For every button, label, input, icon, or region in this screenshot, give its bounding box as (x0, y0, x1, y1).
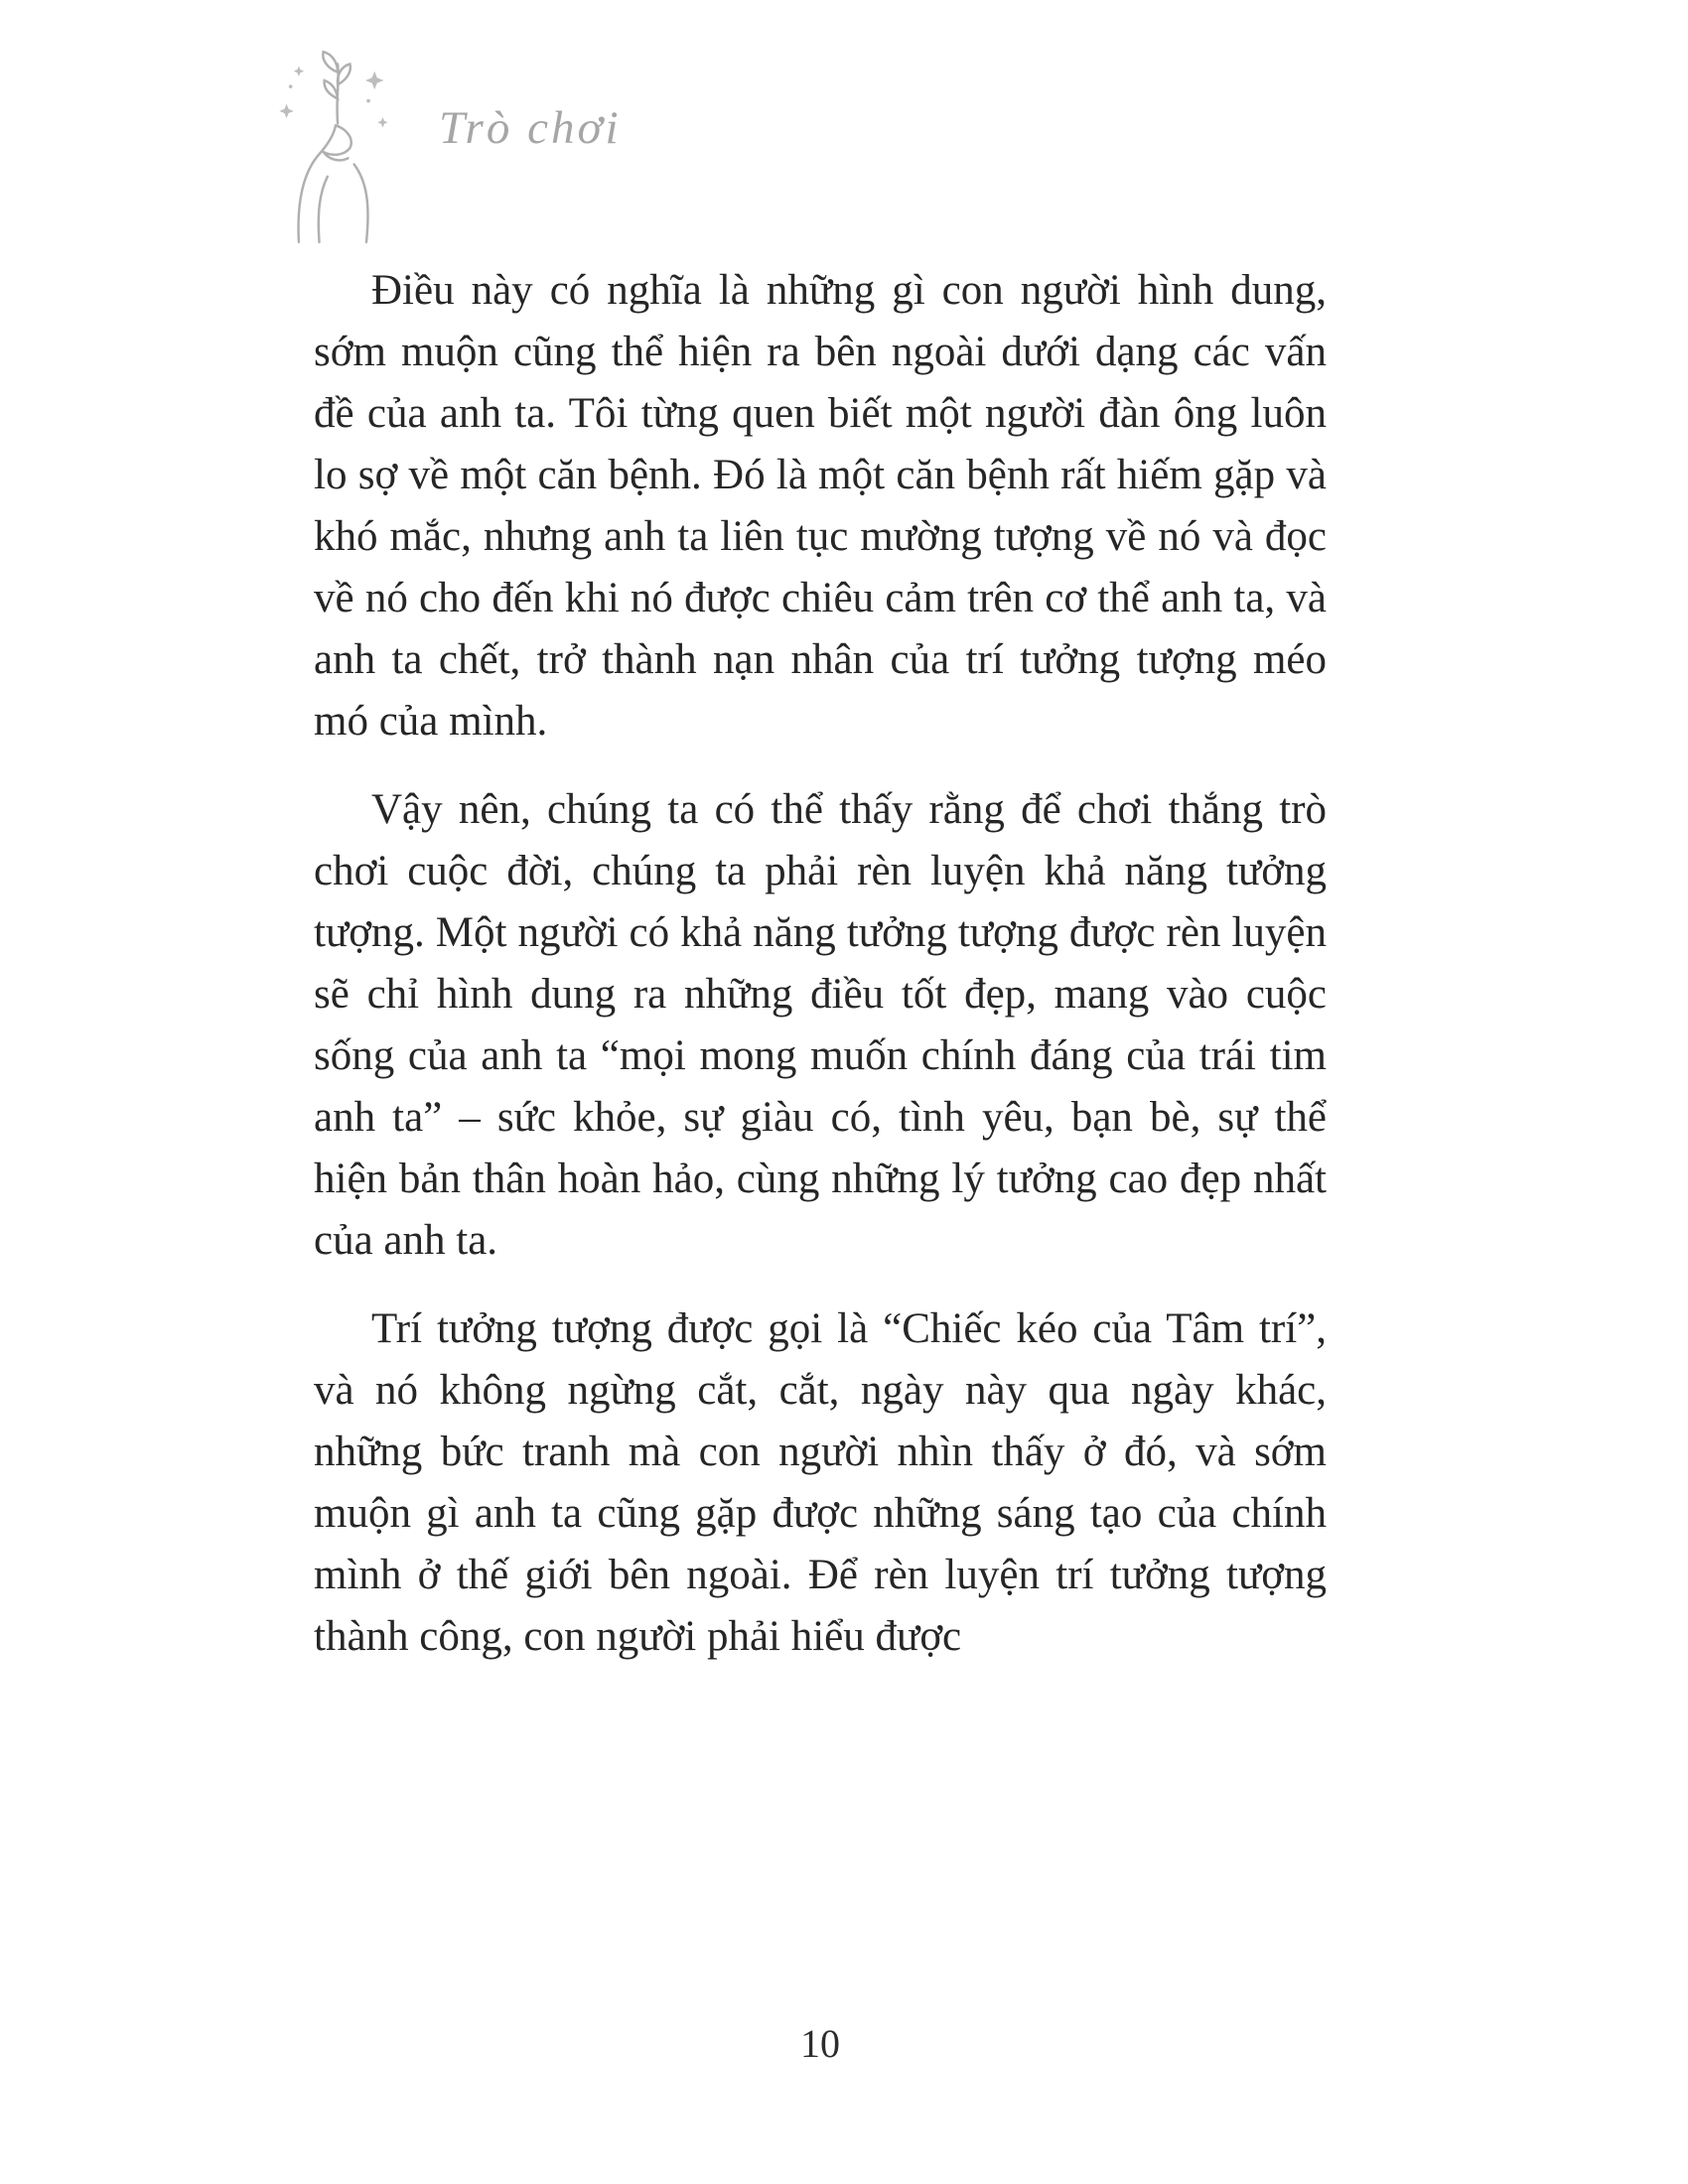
page-header (268, 50, 622, 244)
paragraph: Điều này có nghĩa là những gì con người hình dung, sớm muộn cũng thể hiện ra bên ngoài dưới dạng các vấn đề của anh ta. Tôi từng quen biết một người đàn ông luôn lo sợ về một căn bệnh. Đó là một căn bệnh rất hiếm gặp và khó mắc, nhưng anh ta liên tục mường tượng về nó và đọc về nó cho đến khi nó được chiêu cảm trên cơ thể anh ta, và anh ta chết, trở thành nạn nhân của trí tưởng tượng méo mó của mình. (314, 267, 1327, 745)
paragraph: Trí tưởng tượng được gọi là “Chiếc kéo của Tâm trí”, và nó không ngừng cắt, cắt, ngày này qua ngày khác, những bức tranh mà con người nhìn thấy ở đó, và sớm muộn gì anh ta cũng gặp được những sáng tạo của chính mình ở thế giới bên ngoài. Để rèn luyện trí tưởng tượng thành công, con người phải hiểu được (314, 1305, 1327, 1660)
paragraph: Vậy nên, chúng ta có thể thấy rằng để chơi thắng trò chơi cuộc đời, chúng ta phải rèn luyện khả năng tưởng tượng. Một người có khả năng tưởng tượng được rèn luyện sẽ chỉ hình dung ra những điều tốt đẹp, mang vào cuộc sống của anh ta “mọi mong muốn chính đáng của trái tim anh ta” – sức khỏe, sự giàu có, tình yêu, bạn bè, sự thể hiện bản thân hoàn hảo, cùng những lý tưởng cao đẹp nhất của anh ta. (314, 786, 1327, 1264)
running-title: Trò chơi (439, 102, 622, 154)
page-number: 10 (800, 2021, 840, 2066)
body-text (314, 260, 1327, 1695)
hand-holding-sprig-icon (268, 50, 401, 244)
